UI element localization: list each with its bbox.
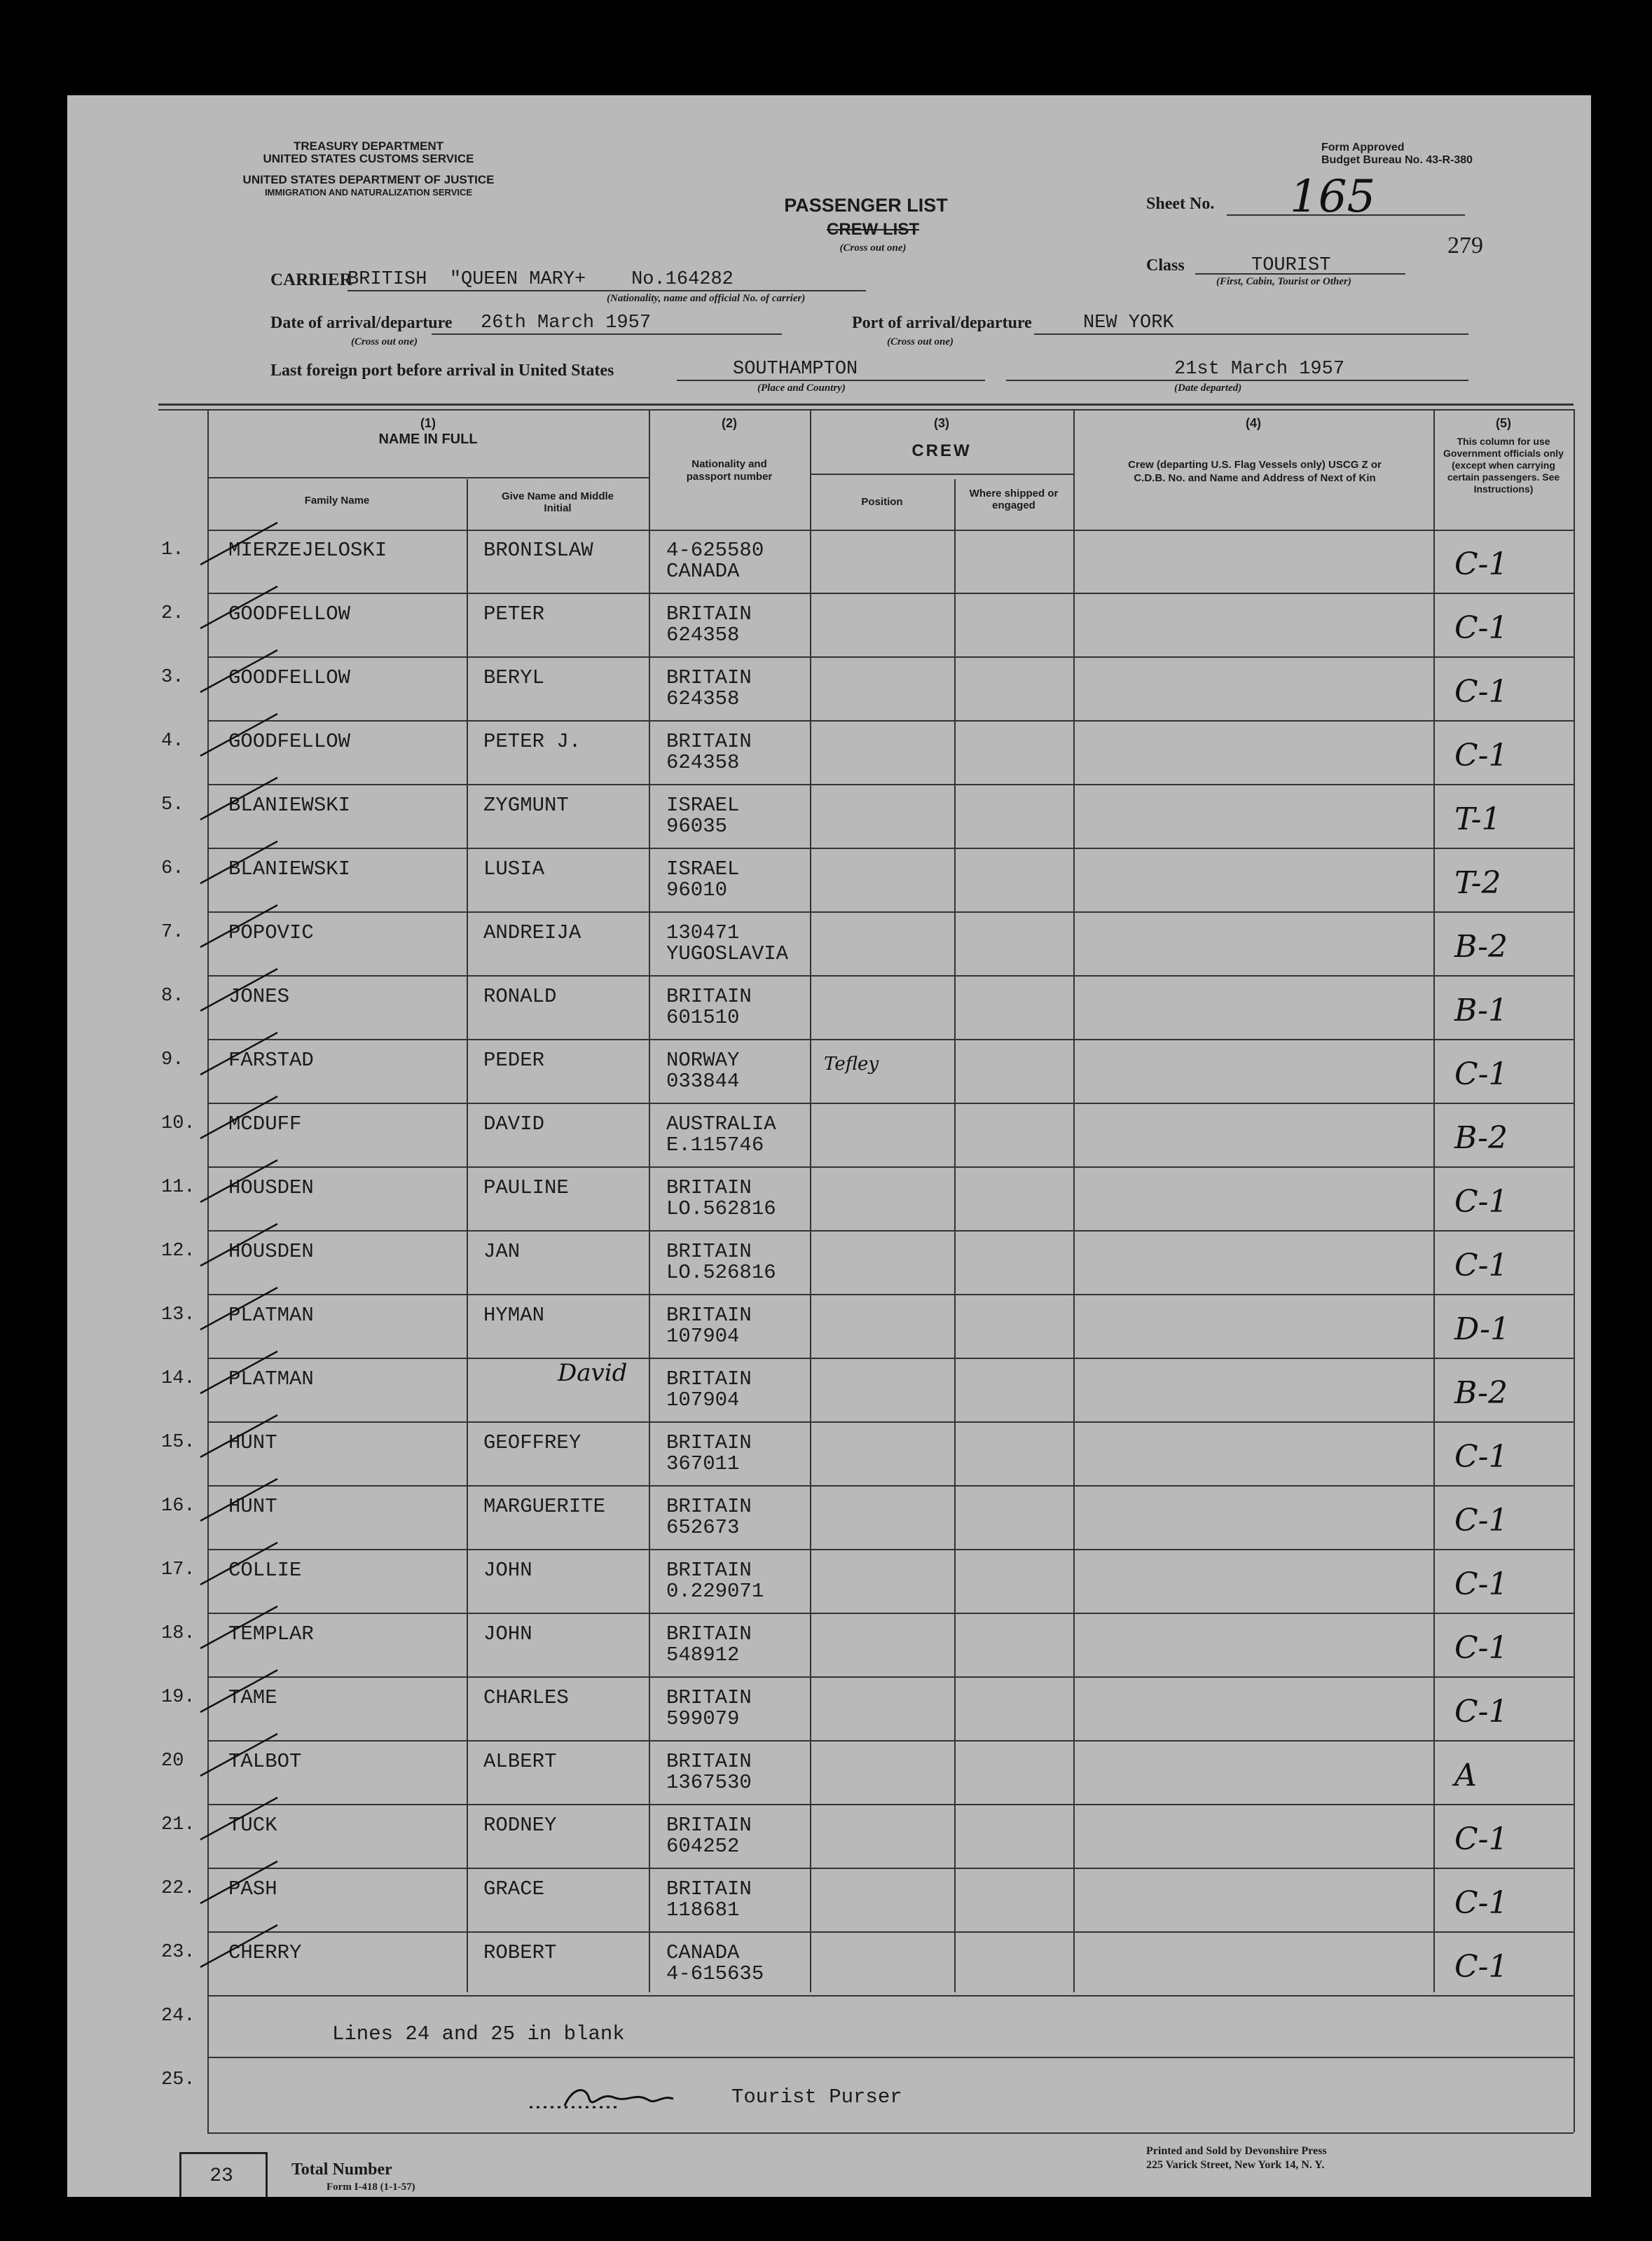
printer-line-2: 225 Varick Street, New York 14, N. Y. [1146, 2159, 1325, 2171]
table-row [67, 721, 1591, 785]
given-name: HYMAN [483, 1304, 545, 1327]
nationality: BRITAIN [666, 1431, 752, 1454]
given-name-header: Give Name and Middle Initial [501, 490, 614, 514]
passport-number: 033844 [666, 1070, 740, 1093]
given-name: RONALD [483, 985, 557, 1008]
nationality: BRITAIN [666, 602, 752, 626]
passport-number: 601510 [666, 1006, 740, 1029]
given-name: RODNEY [483, 1814, 557, 1837]
check-mark-icon [186, 962, 284, 1018]
col4-number: (4) [1246, 416, 1261, 430]
passport-number: E.115746 [666, 1133, 764, 1157]
check-mark-icon [186, 834, 284, 890]
table-row [67, 1550, 1591, 1613]
purser-title: Tourist Purser [731, 2085, 902, 2109]
row-number: 15. [161, 1432, 195, 1453]
table-row [67, 1613, 1591, 1677]
class-note: (First, Cabin, Tourist or Other) [1216, 276, 1351, 287]
justice-dept: UNITED STATES DEPARTMENT OF JUSTICE [242, 173, 495, 186]
table-row [67, 976, 1591, 1040]
col3-number: (3) [934, 416, 949, 430]
table-row [67, 1167, 1591, 1231]
row-number: 18. [161, 1623, 195, 1644]
nationality: ISRAEL [666, 857, 740, 881]
passport-number: 118681 [666, 1898, 740, 1922]
given-name: JOHN [483, 1559, 532, 1582]
nationality: BRITAIN [666, 666, 752, 689]
given-name: David [558, 1359, 628, 1387]
row-number: 13. [161, 1304, 195, 1325]
arrival-date: 26th March 1957 [481, 312, 652, 333]
given-name: GEOFFREY [483, 1431, 581, 1454]
table-row [67, 1677, 1591, 1741]
port-label: Port of arrival/departure [852, 314, 1032, 332]
official-code: T-2 [1454, 865, 1501, 901]
check-mark-icon [186, 1026, 284, 1082]
row-number: 7. [161, 922, 184, 943]
row-number: 12. [161, 1241, 195, 1262]
family-name: TEMPLAR [228, 1622, 314, 1646]
nationality: BRITAIN [666, 1240, 752, 1263]
table-row [67, 1231, 1591, 1295]
table-row [67, 912, 1591, 976]
total-value: 23 [209, 2165, 233, 2187]
official-code: C-1 [1454, 1056, 1508, 1092]
given-name: MARGUERITE [483, 1495, 606, 1518]
passport-number: LO.562816 [666, 1197, 776, 1220]
official-code: C-1 [1454, 1503, 1508, 1538]
given-name: JOHN [483, 1622, 532, 1646]
arrival-label: Date of arrival/departure [270, 314, 453, 332]
row-number: 1. [161, 539, 184, 560]
passport-number: 624358 [666, 751, 740, 774]
passport-number: 548912 [666, 1643, 740, 1667]
check-mark-icon [186, 1854, 284, 1910]
check-mark-icon [186, 1791, 284, 1847]
family-name: MCDUFF [228, 1112, 302, 1136]
family-name: HOUSDEN [228, 1176, 314, 1199]
passport-number: 624358 [666, 687, 740, 710]
table-row [67, 1486, 1591, 1550]
given-name: ZYGMUNT [483, 794, 569, 817]
family-name: PASH [228, 1877, 277, 1901]
passport-number: 4-615635 [666, 1962, 764, 1985]
crew-list-crossed: CREW LIST [827, 220, 919, 239]
official-code: C-1 [1454, 1949, 1508, 1985]
form-title: PASSENGER LIST [784, 195, 948, 216]
crew-position: Tefley [824, 1054, 879, 1075]
class-value: TOURIST [1251, 255, 1331, 276]
departed-note: (Date departed) [1174, 382, 1242, 394]
table-row [67, 530, 1591, 593]
check-mark-icon [186, 1727, 284, 1783]
check-mark-icon [186, 1536, 284, 1592]
family-name: PLATMAN [228, 1304, 314, 1327]
port-value: NEW YORK [1083, 312, 1174, 333]
nationality: NORWAY [666, 1049, 740, 1072]
passport-number: 367011 [666, 1452, 740, 1475]
nationality: BRITAIN [666, 1495, 752, 1518]
budget-bureau: Budget Bureau No. 43-R-380 [1321, 154, 1473, 166]
table-row [67, 593, 1591, 657]
row-number-25: 25. [161, 2069, 195, 2090]
row-number: 10. [161, 1113, 195, 1134]
official-code: C-1 [1454, 610, 1508, 646]
given-name: DAVID [483, 1112, 545, 1136]
table-row [67, 1103, 1591, 1167]
table-row [67, 1741, 1591, 1805]
nationality: BRITAIN [666, 1559, 752, 1582]
position-header: Position [861, 496, 903, 508]
check-mark-icon [186, 1599, 284, 1655]
blank-lines-note: Lines 24 and 25 in blank [332, 2022, 625, 2046]
official-code: B-1 [1454, 993, 1508, 1028]
row-number: 6. [161, 858, 184, 879]
form-number: Form I-418 (1-1-57) [326, 2181, 415, 2193]
official-code: D-1 [1454, 1311, 1510, 1347]
check-mark-icon [186, 516, 284, 572]
check-mark-icon [186, 1408, 284, 1464]
row-number: 23. [161, 1942, 195, 1963]
official-code: B-2 [1454, 1375, 1508, 1411]
family-name: COLLIE [228, 1559, 302, 1582]
passport-number: 604252 [666, 1835, 740, 1858]
table-row [67, 1040, 1591, 1103]
row-number-24: 24. [161, 2006, 195, 2027]
official-code: C-1 [1454, 1566, 1508, 1602]
row-number: 8. [161, 986, 184, 1007]
passport-number: 0.229071 [666, 1580, 764, 1603]
family-name: POPOVIC [228, 921, 314, 944]
given-name: PETER J. [483, 730, 581, 753]
given-name: ALBERT [483, 1750, 557, 1773]
given-name: JAN [483, 1240, 521, 1263]
table-row [67, 1932, 1591, 1996]
check-mark-icon [186, 1153, 284, 1209]
family-name: TUCK [228, 1814, 277, 1837]
passport-number: YUGOSLAVIA [666, 942, 789, 965]
family-name: JONES [228, 985, 290, 1008]
nationality: CANADA [666, 1941, 740, 1964]
given-name: BRONISLAW [483, 539, 593, 562]
col4-title: Crew (departing U.S. Flag Vessels only) USCG Z or C.D.B. No. and Name and Address of Next of Kin [1128, 459, 1382, 484]
customs-service: UNITED STATES CUSTOMS SERVICE [263, 152, 474, 165]
given-name: CHARLES [483, 1686, 569, 1709]
row-number: 5. [161, 794, 184, 815]
check-mark-icon [186, 1089, 284, 1145]
immigration-service: IMMIGRATION AND NATURALIZATION SERVICE [264, 187, 473, 198]
nationality: BRITAIN [666, 1750, 752, 1773]
official-code: C-1 [1454, 1439, 1508, 1475]
sheet-label: Sheet No. [1146, 195, 1215, 213]
nationality: BRITAIN [666, 730, 752, 753]
family-name: HUNT [228, 1495, 277, 1518]
row-number: 21. [161, 1814, 195, 1835]
carrier-label: CARRIER [270, 270, 352, 289]
passport-number: 1367530 [666, 1771, 752, 1794]
passport-number: 107904 [666, 1325, 740, 1348]
family-name: GOODFELLOW [228, 666, 351, 689]
table-row [67, 848, 1591, 912]
official-code: C-1 [1454, 1184, 1508, 1220]
given-name: PETER [483, 602, 545, 626]
nationality: BRITAIN [666, 985, 752, 1008]
check-mark-icon [186, 707, 284, 763]
family-name-header: Family Name [304, 495, 370, 506]
nationality: 130471 [666, 921, 740, 944]
official-code: T-1 [1454, 801, 1501, 837]
page-stamp: 279 [1447, 233, 1483, 258]
table-row [67, 1805, 1591, 1868]
row-number: 17. [161, 1559, 195, 1580]
table-row [67, 657, 1591, 721]
last-port-note: (Place and Country) [757, 382, 846, 394]
row-number: 11. [161, 1177, 195, 1198]
col5-title: This column for use Government officials only (except when carrying certain passengers. See Instructions) [1443, 436, 1564, 495]
official-code: B-2 [1454, 1120, 1508, 1156]
row-number: 14. [161, 1368, 195, 1389]
treasury-dept: TREASURY DEPARTMENT [293, 139, 444, 153]
official-code: C-1 [1454, 1248, 1508, 1283]
row-number: 20 [161, 1751, 184, 1772]
table-row [67, 1358, 1591, 1422]
family-name: CHERRY [228, 1941, 302, 1964]
col1-title: NAME IN FULL [378, 432, 478, 447]
passport-number: 96010 [666, 878, 728, 902]
shipped-header: Where shipped or engaged [969, 488, 1059, 511]
row-number: 22. [161, 1878, 195, 1899]
total-label: Total Number [291, 2160, 392, 2179]
nationality: ISRAEL [666, 794, 740, 817]
carrier-value: BRITISH "QUEEN MARY+ No.164282 [347, 269, 734, 290]
nationality: 4-625580 [666, 539, 764, 562]
cross-out-note: (Cross out one) [839, 242, 907, 254]
departed-date: 21st March 1957 [1174, 359, 1345, 380]
check-mark-icon [186, 771, 284, 827]
port-note: (Cross out one) [887, 336, 954, 347]
nationality: BRITAIN [666, 1176, 752, 1199]
family-name: BLANIEWSKI [228, 794, 351, 817]
given-name: ROBERT [483, 1941, 557, 1964]
col3-title: CREW [911, 441, 972, 460]
check-mark-icon [186, 643, 284, 699]
nationality: BRITAIN [666, 1367, 752, 1391]
official-code: C-1 [1454, 1630, 1508, 1666]
arrival-note: (Cross out one) [351, 336, 418, 347]
passport-number: 107904 [666, 1388, 740, 1412]
nationality: BRITAIN [666, 1304, 752, 1327]
family-name: HUNT [228, 1431, 277, 1454]
passport-number: 599079 [666, 1707, 740, 1730]
table-row [67, 1422, 1591, 1486]
check-mark-icon [186, 1472, 284, 1528]
last-port-label: Last foreign port before arrival in United States [270, 361, 614, 380]
row-number: 19. [161, 1687, 195, 1708]
sheet-number: 165 [1290, 171, 1376, 223]
check-mark-icon [186, 1344, 284, 1400]
official-code: B-2 [1454, 929, 1508, 965]
official-code: C-1 [1454, 546, 1508, 582]
passport-number: 96035 [666, 815, 728, 838]
family-name: PLATMAN [228, 1367, 314, 1391]
nationality: BRITAIN [666, 1622, 752, 1646]
table-row [67, 1868, 1591, 1932]
family-name: HOUSDEN [228, 1240, 314, 1263]
given-name: PAULINE [483, 1176, 569, 1199]
col2-title: Nationality and passport number [686, 458, 773, 483]
row-number: 2. [161, 603, 184, 624]
class-label: Class [1146, 256, 1185, 275]
nationality: BRITAIN [666, 1814, 752, 1837]
nationality: BRITAIN [666, 1877, 752, 1901]
table-row [67, 785, 1591, 848]
family-name: BLANIEWSKI [228, 857, 351, 881]
check-mark-icon [186, 579, 284, 635]
check-mark-icon [186, 898, 284, 954]
table-row [67, 1295, 1591, 1358]
row-number: 9. [161, 1049, 184, 1070]
row-number: 3. [161, 667, 184, 688]
family-name: FARSTAD [228, 1049, 314, 1072]
row-number: 16. [161, 1496, 195, 1517]
check-mark-icon [186, 1918, 284, 1974]
official-code: C-1 [1454, 674, 1508, 710]
col2-number: (2) [722, 416, 737, 430]
official-code: C-1 [1454, 1694, 1508, 1730]
given-name: ANDREIJA [483, 921, 581, 944]
printer-line-1: Printed and Sold by Devonshire Press [1146, 2145, 1327, 2157]
family-name: GOODFELLOW [228, 602, 351, 626]
given-name: GRACE [483, 1877, 545, 1901]
family-name: TALBOT [228, 1750, 302, 1773]
given-name: PEDER [483, 1049, 545, 1072]
family-name: TAME [228, 1686, 277, 1709]
check-mark-icon [186, 1281, 284, 1337]
carrier-note: (Nationality, name and official No. of carrier) [607, 293, 806, 304]
passport-number: 652673 [666, 1516, 740, 1539]
nationality: AUSTRALIA [666, 1112, 776, 1136]
given-name: BERYL [483, 666, 545, 689]
passport-number: CANADA [666, 560, 740, 583]
official-code: C-1 [1454, 1885, 1508, 1921]
passenger-list-page [67, 95, 1591, 2197]
col1-number: (1) [420, 416, 436, 430]
last-port-value: SOUTHAMPTON [733, 359, 858, 380]
form-approved: Form Approved [1321, 142, 1405, 153]
col5-number: (5) [1496, 416, 1511, 430]
family-name: MIERZEJELOSKI [228, 539, 387, 562]
official-code: A [1454, 1758, 1477, 1793]
check-mark-icon [186, 1217, 284, 1273]
given-name: LUSIA [483, 857, 545, 881]
check-mark-icon [186, 1663, 284, 1719]
official-code: C-1 [1454, 1821, 1508, 1857]
passport-number: 624358 [666, 623, 740, 647]
family-name: GOODFELLOW [228, 730, 351, 753]
passport-number: LO.526816 [666, 1261, 776, 1284]
nationality: BRITAIN [666, 1686, 752, 1709]
official-code: C-1 [1454, 738, 1508, 773]
row-number: 4. [161, 731, 184, 752]
